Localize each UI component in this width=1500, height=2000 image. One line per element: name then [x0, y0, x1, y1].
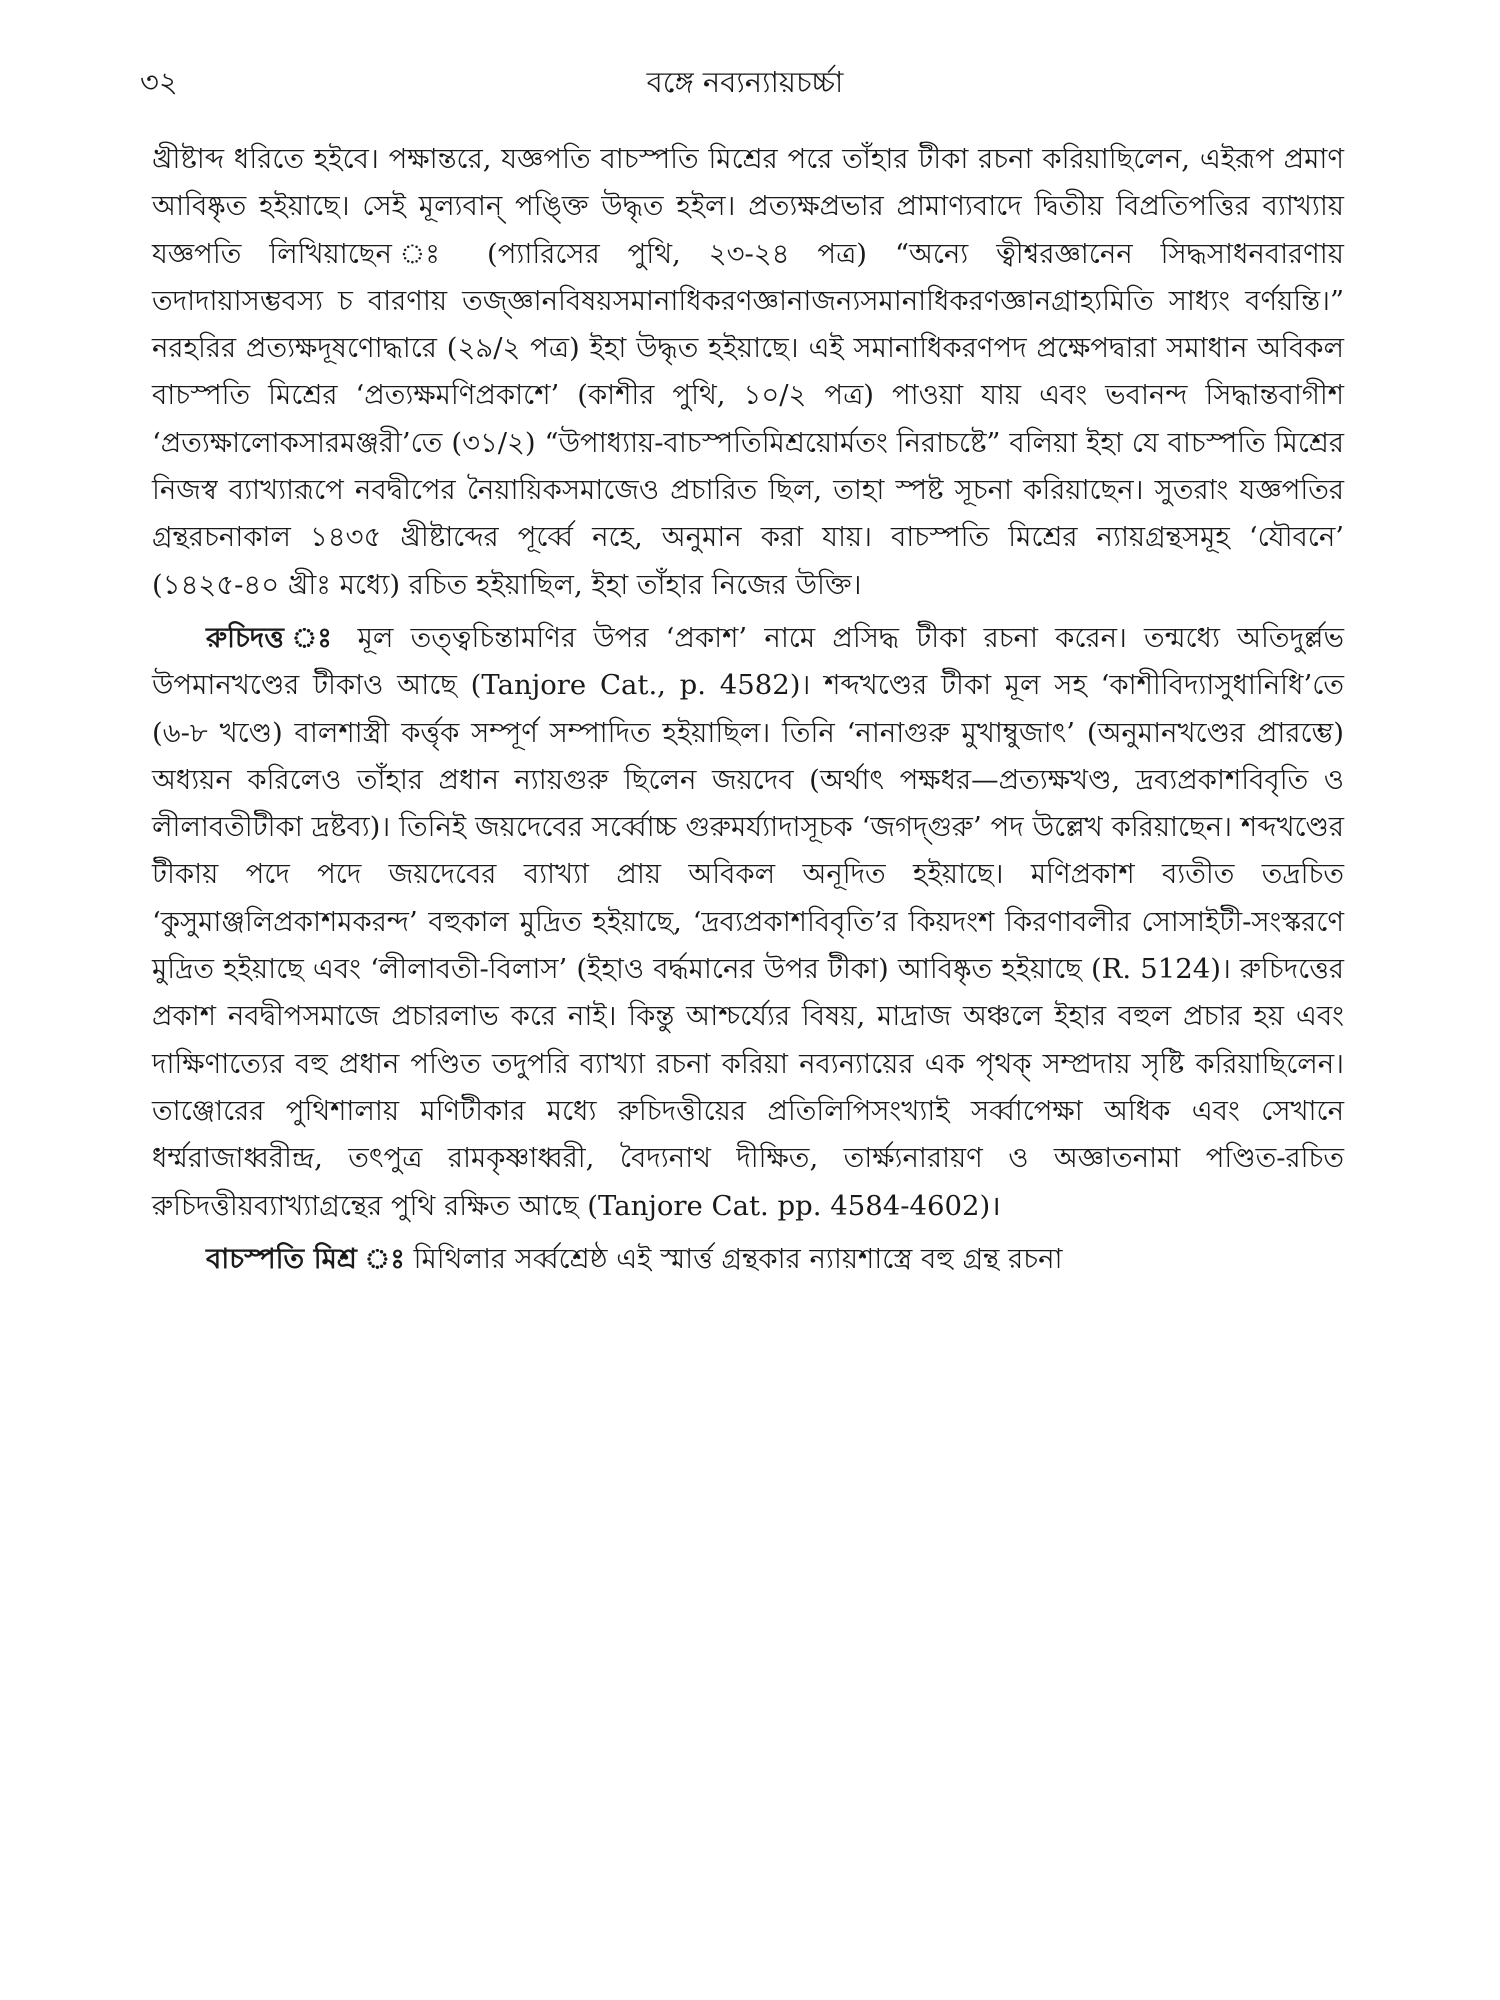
- body-text: [152, 136, 1344, 1283]
- paragraph-vachaspati-mishra: [152, 1236, 1344, 1283]
- paragraph-text: মিথিলার সর্ব্বশ্রেষ্ঠ এই স্মার্ত্ত গ্রন্থকার ন্যায়শাস্ত্রে বহু গ্রন্থ রচনা: [404, 1242, 1063, 1275]
- paragraph-text: মূল তত্ত্বচিন্তামণির উপর ‘প্রকাশ’ নামে প্রসিদ্ধ টীকা রচনা করেন। তন্মধ্যে অতিদুর্ল্লভ উপমানখণ্ডের টীকাও আছে (Tanjore Cat., p. 4582)। শব্দখণ্ডের টীকা মূল সহ ‘কাশীবিদ্যাসুধানিধি’তে (৬-৮ খণ্ডে) বালশাস্ত্রী কর্ত্তৃক সম্পূর্ণ সম্পাদিত হইয়াছিল। তিনি ‘নানাগুরু মুখাম্বুজাৎ’ (অনুমানখণ্ডের প্রারম্ভে) অধ্যয়ন করিলেও তাঁহার প্রধান ন্যায়গুরু ছিলেন জয়দেব (অর্থাৎ পক্ষধর—প্রত্যক্ষখণ্ড, দ্রব্যপ্রকাশবিবৃতি ও লীলাবতীটীকা দ্রষ্টব্য)। তিনিই জয়দেবের সর্ব্বোচ্চ গুরুমর্য্যাদাসূচক ‘জগদ্গুরু’ পদ উল্লেখ করিয়াছেন। শব্দখণ্ডের টীকায় পদে পদে জয়দেবের ব্যাখ্যা প্রায় অবিকল অনূদিত হইয়াছে। মণিপ্রকাশ ব্যতীত তদ্রচিত ‘কুসুমাঞ্জলিপ্রকাশমকরন্দ’ বহুকাল মুদ্রিত হইয়াছে, ‘দ্রব্যপ্রকাশবিবৃতি’র কিয়দংশ কিরণাবলীর সোসাইটী-সংস্করণে মুদ্রিত হইয়াছে এবং ‘লীলাবতী-বিলাস’ (ইহাও বর্দ্ধমানের উপর টীকা) আবিষ্কৃত হইয়াছে (R. 5124)। রুচিদত্তের প্রকাশ নবদ্বীপসমাজে প্রচারলাভ করে নাই। কিন্তু আশ্চর্য্যের বিষয়, মাদ্রাজ অঞ্চলে ইহার বহুল প্রচার হয় এবং দাক্ষিণাত্যের বহু প্রধান পণ্ডিত তদুপরি ব্যাখ্যা রচনা করিয়া নব্যন্যায়ের এক পৃথক্ সম্প্রদায় সৃষ্টি করিয়াছিলেন। তাঞ্জোরের পুথিশালায় মণিটীকার মধ্যে রুচিদত্তীয়ের প্রতিলিপিসংখ্যাই সর্ব্বাপেক্ষা অধিক এবং সেখানে ধর্ম্মরাজাধ্বরীন্দ্র, তৎপুত্র রামকৃষ্ণাধ্বরী, বৈদ্যনাথ দীক্ষিত, তার্ক্ষ্যনারায়ণ ও অজ্ঞাতনামা পণ্ডিত-রচিত রুচিদত্তীয়ব্যাখ্যাগ্রন্থের পুথি রক্ষিত আছে (Tanjore Cat. pp. 4584-4602)।: [152, 621, 1344, 1222]
- page-number: ৩২: [140, 65, 178, 99]
- paragraph-ruchidatta: [152, 615, 1344, 1230]
- paragraph-lead-term: বাচস্পতি মিশ্র ঃ: [206, 1242, 405, 1275]
- paragraph-continuation: [152, 136, 1344, 609]
- running-head: [140, 62, 1350, 106]
- paragraph-lead-term: রুচিদত্ত ঃ: [206, 621, 341, 654]
- paragraph-text: খ্রীষ্টাব্দ ধরিতে হইবে। পক্ষান্তরে, যজ্ঞপতি বাচস্পতি মিশ্রের পরে তাঁহার টীকা রচনা করিয়াছিলেন, এইরূপ প্রমাণ আবিষ্কৃত হইয়াছে। সেই মূল্যবান্ পঙ্ক্তি উদ্ধৃত হইল। প্রত্যক্ষপ্রভার প্রামাণ্যবাদে দ্বিতীয় বিপ্রতিপত্তির ব্যাখ্যায় যজ্ঞপতি লিখিয়াছেন ঃ (প্যারিসের পুথি, ২৩-২৪ পত্র) “অন্যে ত্বীশ্বরজ্ঞানেন সিদ্ধসাধনবারণায় তদাদায়াসম্ভবস্য চ বারণায় তজ্জ্ঞানবিষয়সমানাধিকরণজ্ঞানাজন্যসমানাধিকরণজ্ঞানগ্রাহ্যমিতি সাধ্যং বর্ণয়ন্তি।” নরহরির প্রত্যক্ষদূষণোদ্ধারে (২৯/২ পত্র) ইহা উদ্ধৃত হইয়াছে। এই সমানাধিকরণপদ প্রক্ষেপদ্বারা সমাধান অবিকল বাচস্পতি মিশ্রের ‘প্রত্যক্ষমণিপ্রকাশে’ (কাশীর পুথি, ১০/২ পত্র) পাওয়া যায় এবং ভবানন্দ সিদ্ধান্তবাগীশ ‘প্রত্যক্ষালোকসারমঞ্জরী’তে (৩১/২) “উপাধ্যায়-বাচস্পতিমিশ্রয়োর্মতং নিরাচষ্টে” বলিয়া ইহা যে বাচস্পতি মিশ্রের নিজস্ব ব্যাখ্যারূপে নবদ্বীপের নৈয়ায়িকসমাজেও প্রচারিত ছিল, তাহা স্পষ্ট সূচনা করিয়াছেন। সুতরাং যজ্ঞপতির গ্রন্থরচনাকাল ১৪৩৫ খ্রীষ্টাব্দের পূর্ব্বে নহে, অনুমান করা যায়। বাচস্পতি মিশ্রের ন্যায়গ্রন্থসমূহ ‘যৌবনে’ (১৪২৫-৪০ খ্রীঃ মধ্যে) রচিত হইয়াছিল, ইহা তাঁহার নিজের উক্তি।: [152, 143, 1344, 601]
- book-title: বঙ্গে নব্যন্যায়চর্চ্চা: [646, 65, 844, 99]
